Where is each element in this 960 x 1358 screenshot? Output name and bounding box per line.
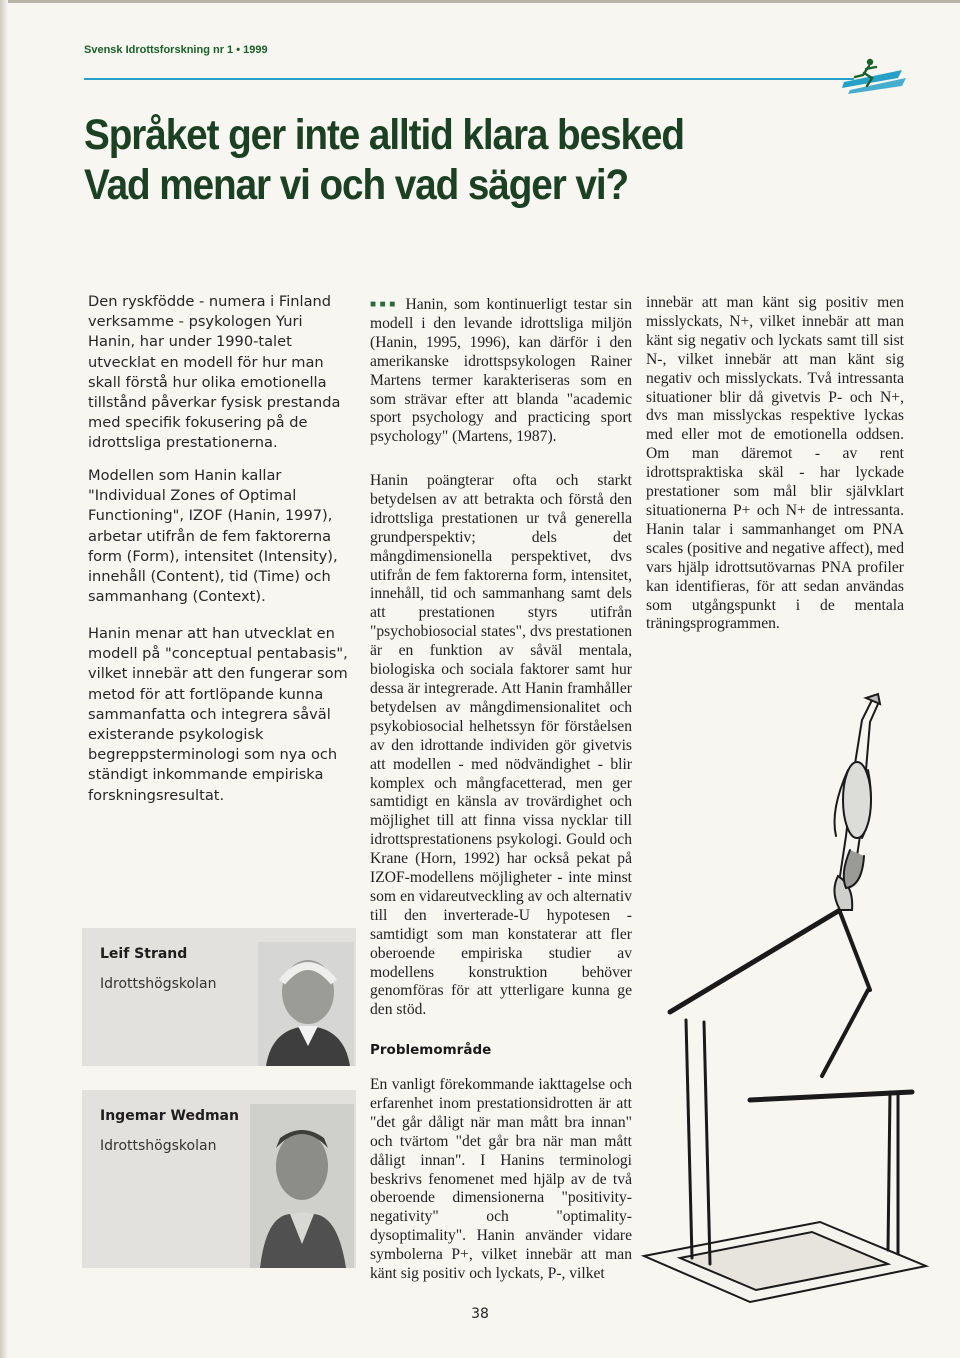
author-name: Ingemar Wedman bbox=[100, 1108, 239, 1124]
runner-logo-icon bbox=[836, 56, 906, 96]
intro-paragraph-3: Hanin menar att han utvecklat en modell på "conceptual pentabasis", vilket innebär att den fungerar som metod för att fortlöpande kunna sammanfatta och integrera såväl existerande psykologisk begreppsterminologi som nya och ständigt inkommande empiriska forskningsresultat. bbox=[88, 625, 348, 804]
author-affiliation: Idrottshögskolan bbox=[100, 976, 217, 992]
author-name: Leif Strand bbox=[100, 946, 188, 962]
section-heading: Problemområde bbox=[370, 1042, 492, 1058]
page-number: 38 bbox=[471, 1306, 489, 1322]
intro-paragraph-1: Den ryskfödde - numera i Finland verksamme - psykologen Yuri Hanin, har under 1990-talet utvecklat en modell för hur man skall förstå hur olika emotionella tillstånd påverkar fysisk prestanda med specifik fokusering på de idrottsliga prestationerna. bbox=[88, 293, 341, 452]
body-paragraph-1-text: Hanin, som kontinuerligt testar sin modell i den levande idrottsliga miljön (Hanin, 1995, 1996), kan därför i den amerikanske idrottspsykologen Rainer Martens termer karakteriseras som en som strävar efter att blanda "academic sport psychology and practicing sport psychology" (Martens, 1987). bbox=[370, 296, 632, 446]
intro-paragraph-2: Modellen som Hanin kallar "Individual Zones of Optimal Functioning", IZOF (Hanin, 1997), arbetar utifrån de fem faktorerna form (Form), intensitet (Intensity), innehåll (Content), tid (Time) och sammanhang (Context). bbox=[88, 467, 338, 606]
author-box-1 bbox=[82, 928, 356, 1066]
header-rule bbox=[84, 78, 854, 80]
section-bullets: ■■■ bbox=[370, 299, 399, 310]
scan-border bbox=[0, 0, 960, 3]
body-paragraph-4: innebär att man känt sig positiv men misslyckats, N+, vilket innebär att man känt sig negativ och lyckats samt till sist N-, vilket innebär att man känt sig negativ och misslyckats. Två intressanta situationer blir då givetvis P- och N+, dvs man misslyckas respektive lyckas med eller mot de emotionella oddsen. Om man däremot - av rent idrottspraktiska skäl - har lyckade prestationer som mål blir självklart situationerna P+ och N+ de intressanta. Hanin talar i sammanhanget om PNA scales (positive and negative affect), med vars hjälp idrottsutövarnas PNA profiler kan identifieras, för att sedan användas som utgångspunkt i de mentala träningsprogrammen. bbox=[646, 294, 904, 633]
author-photo bbox=[250, 1104, 354, 1268]
scan-shadow bbox=[0, 0, 8, 1358]
journal-header: Svensk Idrottsforskning nr 1 • 1999 bbox=[84, 44, 268, 56]
body-paragraph-2: Hanin poängterar ofta och starkt betydelsen av att betrakta och förstå den idrottsliga prestationen ur två generella grundperspektiv; dels det mångdimensionella perspektivet, dvs utifrån de fem faktorerna form, intensitet, innehåll, tid och sammanhang samt dels att prestationen styrs utifrån "psychobiosocial states", dvs prestationen är en funktion av såväl mentala, biologiska och sociala faktorer samt hur dessa är integrerade. Att Hanin framhåller betydelsen av mångdimensionalitet och psykobiosocial helhetssyn för förståelsen av den idrottande individen gör givetvis att modellen - med nödvändighet - blir komplex och mångfacetterad, men ger samtidigt en känsla av trovärdighet och möjlighet till att finna vissa nycklar till idrottsprestationens psykologi. Gould och Krane (Horn, 1992) har också pekat på IZOF-modellens möjligheter - inte minst som en vidareutveckling av och alternativ till den inverterade-U hypotesen - samtidigt som man konstaterar att fler oberoende empiriska studier av modellens konstruktion behöver genomföras för att ytterligare kunna ge den stöd. bbox=[370, 472, 632, 1019]
author-affiliation: Idrottshögskolan bbox=[100, 1138, 217, 1154]
body-paragraph-3: En vanligt förekommande iakttagelse och erfarenhet inom prestationsidrotten är att "det går dåligt när man mått bra innan" och tvärtom "det går bra när man mått dåligt innan". I Hanins terminologi beskrivs fenomenet med hjälp av de två oberoende dimensionerna "positivity-negativity" och "optimality-dysoptimality". Hanin använder vidare symbolerna P+, vilket innebär att man känt sig positiv och lyckats, P-, vilket bbox=[370, 1076, 632, 1283]
body-paragraph-1 bbox=[370, 296, 632, 447]
author-box-2 bbox=[82, 1090, 356, 1268]
title-line-1: Språket ger inte alltid klara besked bbox=[84, 111, 684, 159]
author-photo bbox=[258, 942, 354, 1066]
gymnast-illustration-icon bbox=[640, 660, 930, 1310]
title-line-2: Vad menar vi och vad säger vi? bbox=[84, 161, 629, 209]
article-title bbox=[84, 110, 822, 210]
